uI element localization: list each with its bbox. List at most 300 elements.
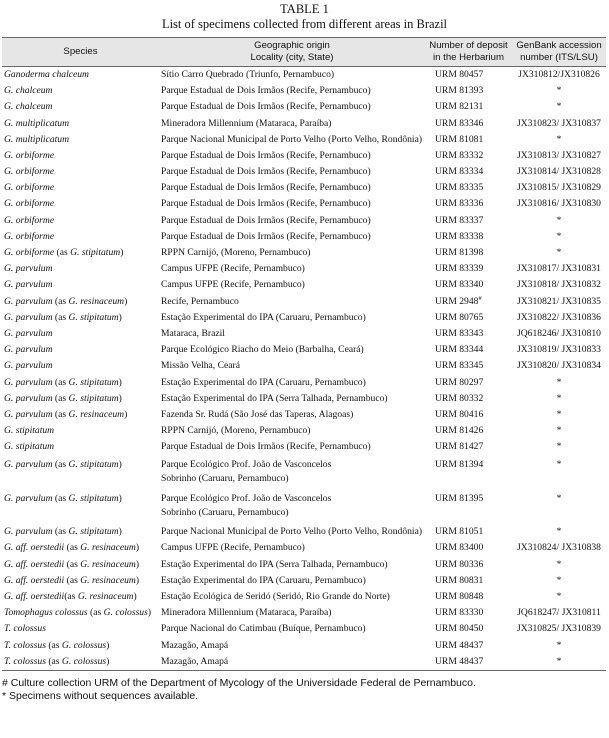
table-row xyxy=(2,540,606,556)
table-row xyxy=(2,490,606,524)
genbank-cell: * xyxy=(556,247,562,259)
species-name: G. multiplicatum xyxy=(4,117,70,129)
table-row xyxy=(2,67,606,84)
deposit-cell xyxy=(425,245,512,261)
deposit-cell xyxy=(425,326,512,342)
genbank-cell: * xyxy=(556,85,562,97)
deposit-cell xyxy=(425,213,512,229)
table-row xyxy=(2,229,606,245)
species-name: T. colossus xyxy=(4,623,46,635)
species-note: (as G. stipitatum) xyxy=(52,392,122,404)
header-deposit: Number of deposit in the Herbarium xyxy=(425,38,512,67)
synonym-name: G. colossus xyxy=(103,607,148,619)
genbank-cell: * xyxy=(556,376,562,388)
origin-text: Estação Experimental do IPA (Caruaru, Pernambuco) xyxy=(161,376,366,388)
origin-cell xyxy=(159,423,425,439)
genbank-cell: JX310820/ JX310834 xyxy=(517,360,601,372)
table-row xyxy=(2,310,606,326)
synonym-name: G. colossus xyxy=(61,639,107,651)
deposit-number: URM 80297 xyxy=(435,376,484,388)
genbank-cell: JX310817/ JX310831 xyxy=(517,263,601,275)
origin-text: Parque Ecológico Riacho do Meio (Barbalha, Ceará) xyxy=(161,344,364,356)
species-name: G. parvulum xyxy=(4,458,53,470)
species-name: G. parvulum xyxy=(4,344,53,356)
species-name: G. parvulum xyxy=(4,279,53,291)
deposit-number: URM 83343 xyxy=(435,327,484,339)
genbank-cell: JQ618247/ JX310811 xyxy=(517,607,601,619)
genbank-cell: * xyxy=(556,639,562,651)
species-cell xyxy=(2,180,159,196)
genbank-cell: JX310822/ JX310836 xyxy=(517,311,601,323)
species-cell xyxy=(2,261,159,277)
origin-cell xyxy=(159,589,425,605)
deposit-cell xyxy=(425,310,512,326)
species-cell xyxy=(2,540,159,556)
table-header xyxy=(2,38,606,67)
origin-cell xyxy=(159,605,425,621)
species-name: G. orbiforme xyxy=(4,149,55,161)
deposit-cell xyxy=(425,524,512,540)
table-row xyxy=(2,132,606,148)
deposit-number: URM 83336 xyxy=(435,198,484,210)
origin-cell xyxy=(159,197,425,213)
species-name: T. colossus xyxy=(4,655,46,667)
origin-text: RPPN Carnijó, (Moreno, Pernambuco) xyxy=(161,247,311,259)
table-row xyxy=(2,589,606,605)
table-caption: List of specimens collected from different areas in Brazil xyxy=(161,17,448,31)
origin-text: Mineradora Millennium (Mataraca, Paraíba) xyxy=(161,117,332,129)
synonym-name: G. resinaceum xyxy=(80,542,136,554)
table-row xyxy=(2,524,606,540)
origin-text: RPPN Carnijó, (Moreno, Pernambuco) xyxy=(161,425,311,437)
species-name: G. multiplicatum xyxy=(4,133,70,145)
deposit-number: URM 81395 xyxy=(435,492,484,504)
species-note: (as G. resinaceum) xyxy=(52,408,128,420)
genbank-cell: * xyxy=(556,558,562,570)
origin-text: Parque Estadual de Dois Irmãos (Recife, Pernambuco) xyxy=(161,149,371,161)
origin-cell xyxy=(159,524,425,540)
species-name: G. parvulum xyxy=(4,392,53,404)
species-name: T. colossus xyxy=(4,639,46,651)
species-cell xyxy=(2,524,159,540)
origin-text: Parque Ecológico Prof. João de Vasconcelos xyxy=(161,492,332,504)
genbank-cell: JX310813/ JX310827 xyxy=(517,149,601,161)
deposit-number: URM 2948 xyxy=(435,295,479,307)
species-name: G. aff. oerstedii xyxy=(4,542,65,554)
origin-text: Parque Nacional do Catimbau (Buíque, Pernambuco) xyxy=(161,623,366,635)
synonym-name: G. stipitatum xyxy=(68,311,119,323)
species-name: G. stipitatum xyxy=(4,441,55,453)
genbank-cell: * xyxy=(556,574,562,586)
table-row xyxy=(2,375,606,391)
species-cell xyxy=(2,439,159,455)
table-body xyxy=(2,67,606,671)
species-name: G. orbiforme xyxy=(4,214,55,226)
footnotes xyxy=(2,677,609,704)
species-name: G. orbiforme xyxy=(4,247,55,259)
origin-text: Estação Experimental do IPA (Serra Talhada, Pernambuco) xyxy=(161,392,388,404)
deposit-number: URM 83400 xyxy=(435,542,484,554)
genbank-cell: JQ618246/ JX310810 xyxy=(517,327,601,339)
origin-cell xyxy=(159,342,425,358)
species-name: G. parvulum xyxy=(4,311,53,323)
table-row xyxy=(2,116,606,132)
species-name: G. chalceum xyxy=(4,85,53,97)
species-note: (as G. resinaceum) xyxy=(64,574,140,586)
species-cell xyxy=(2,557,159,573)
deposit-cell xyxy=(425,490,512,524)
deposit-number: URM 83332 xyxy=(435,149,484,161)
genbank-cell: JX310812/JX310826 xyxy=(518,68,600,80)
origin-cell xyxy=(159,180,425,196)
deposit-cell xyxy=(425,589,512,605)
table-row xyxy=(2,180,606,196)
species-note: (as G. colossus) xyxy=(87,607,152,619)
deposit-cell xyxy=(425,605,512,621)
synonym-name: G. resinaceum xyxy=(68,295,125,307)
synonym-name: G. stipitatum xyxy=(68,458,119,470)
species-cell xyxy=(2,573,159,589)
species-note: (as G. resinaceum) xyxy=(64,542,140,554)
genbank-cell: * xyxy=(556,458,562,470)
species-cell xyxy=(2,164,159,180)
species-cell xyxy=(2,197,159,213)
species-name: G. aff. oerstedii xyxy=(4,591,65,603)
table-row xyxy=(2,342,606,358)
origin-text: Missão Velha, Ceará xyxy=(161,360,240,372)
deposit-cell xyxy=(425,375,512,391)
origin-text: Parque Estadual de Dois Irmãos (Recife, Pernambuco) xyxy=(161,214,371,226)
table-row xyxy=(2,83,606,99)
species-cell xyxy=(2,67,159,84)
species-cell xyxy=(2,132,159,148)
species-cell xyxy=(2,423,159,439)
table-row xyxy=(2,358,606,374)
deposit-number: URM 80450 xyxy=(435,623,484,635)
species-name: G. stipitatum xyxy=(4,425,55,437)
synonym-name: G. stipitatum xyxy=(68,392,119,404)
deposit-cell xyxy=(425,621,512,637)
genbank-cell: * xyxy=(556,441,562,453)
deposit-cell xyxy=(425,439,512,455)
species-note: (as G. stipitatum) xyxy=(52,376,122,388)
species-name: Ganoderma chalceum xyxy=(4,68,89,80)
deposit-number: URM 82131 xyxy=(435,101,484,113)
synonym-name: G. colossus xyxy=(61,655,107,667)
genbank-cell: JX310815/ JX310829 xyxy=(517,182,601,194)
origin-text: Parque Nacional Municipal de Porto Velho (Porto Velho, Rondônia) xyxy=(161,526,423,538)
species-name: G. orbiforme xyxy=(4,182,55,194)
footnote-no-sequences: * Specimens without sequences available. xyxy=(2,690,199,703)
origin-cell xyxy=(159,261,425,277)
deposit-cell xyxy=(425,557,512,573)
table-row xyxy=(2,391,606,407)
deposit-cell xyxy=(425,83,512,99)
table-row xyxy=(2,294,606,310)
species-name: G. parvulum xyxy=(4,327,53,339)
species-note: (as G. stipitatum) xyxy=(52,526,122,538)
species-cell xyxy=(2,229,159,245)
origin-text: Campus UFPE (Recife, Pernambuco) xyxy=(161,279,305,291)
species-cell xyxy=(2,294,159,310)
origin-cell xyxy=(159,439,425,455)
deposit-cell xyxy=(425,164,512,180)
table-row xyxy=(2,456,606,490)
deposit-number: URM 80831 xyxy=(435,574,484,586)
species-note: (as G. resinaceum) xyxy=(64,558,140,570)
table-row xyxy=(2,326,606,342)
synonym-name: G. resinaceum xyxy=(77,591,134,603)
origin-text: Estação Experimental do IPA (Serra Talhada, Pernambuco) xyxy=(161,558,388,570)
deposit-number: URM 83339 xyxy=(435,263,484,275)
deposit-number: URM 48437 xyxy=(435,655,484,667)
origin-text: Parque Nacional Municipal de Porto Velho (Porto Velho, Rondônia) xyxy=(161,133,423,145)
origin-cell xyxy=(159,358,425,374)
deposit-cell xyxy=(425,180,512,196)
species-cell xyxy=(2,245,159,261)
origin-text: Parque Estadual de Dois Irmãos (Recife, Pernambuco) xyxy=(161,182,371,194)
origin-text-line2: Sobrinho (Caruaru, Pernambuco) xyxy=(161,506,289,518)
genbank-cell: JX310825/ JX310839 xyxy=(517,623,601,635)
table-row xyxy=(2,439,606,455)
origin-text: Estação Experimental do IPA (Caruaru, Pernambuco) xyxy=(161,574,366,586)
table-row xyxy=(2,605,606,621)
origin-text: Sítio Carro Quebrado (Triunfo, Pernambuco) xyxy=(161,68,335,80)
species-cell xyxy=(2,621,159,637)
genbank-cell: * xyxy=(556,392,562,404)
deposit-cell xyxy=(425,407,512,423)
genbank-cell: * xyxy=(556,492,562,504)
deposit-cell xyxy=(425,99,512,115)
deposit-cell xyxy=(425,638,512,654)
origin-text-line2: Sobrinho (Caruaru, Pernambuco) xyxy=(161,472,289,484)
synonym-name: G. resinaceum xyxy=(80,558,136,570)
origin-text: Campus UFPE (Recife, Pernambuco) xyxy=(161,542,305,554)
table-row xyxy=(2,423,606,439)
origin-text: Campus UFPE (Recife, Pernambuco) xyxy=(161,263,305,275)
species-note: (as G. colossus) xyxy=(45,655,110,667)
deposit-number: URM 81398 xyxy=(435,247,484,259)
origin-cell xyxy=(159,638,425,654)
genbank-cell: JX310823/ JX310837 xyxy=(517,117,601,129)
deposit-cell xyxy=(425,456,512,490)
origin-cell xyxy=(159,621,425,637)
origin-cell xyxy=(159,540,425,556)
origin-cell xyxy=(159,407,425,423)
deposit-number: URM 83334 xyxy=(435,166,484,178)
genbank-cell: JX310824/ JX310838 xyxy=(517,542,601,554)
species-cell xyxy=(2,456,159,490)
deposit-number: URM 81394 xyxy=(435,458,484,470)
deposit-cell xyxy=(425,358,512,374)
deposit-number: URM 81051 xyxy=(435,526,484,538)
species-cell xyxy=(2,342,159,358)
species-cell xyxy=(2,277,159,293)
species-note: (as G. stipitatum) xyxy=(52,492,122,504)
origin-cell xyxy=(159,99,425,115)
genbank-cell: * xyxy=(556,230,562,242)
deposit-number: URM 83335 xyxy=(435,182,484,194)
species-name: G. aff. oerstedii xyxy=(4,574,65,586)
table-row xyxy=(2,573,606,589)
deposit-number: URM 80336 xyxy=(435,558,484,570)
deposit-cell xyxy=(425,132,512,148)
species-cell xyxy=(2,391,159,407)
deposit-cell xyxy=(425,277,512,293)
species-name: G. orbiforme xyxy=(4,198,55,210)
deposit-number: URM 83346 xyxy=(435,117,484,129)
origin-cell xyxy=(159,245,425,261)
species-cell xyxy=(2,358,159,374)
origin-cell xyxy=(159,277,425,293)
genbank-cell: JX310814/ JX310828 xyxy=(517,166,601,178)
species-cell xyxy=(2,490,159,524)
origin-cell xyxy=(159,310,425,326)
genbank-cell: * xyxy=(512,654,606,671)
header-species: Species xyxy=(2,38,159,67)
species-note: (as G. stipitatum) xyxy=(52,311,122,323)
species-cell xyxy=(2,589,159,605)
genbank-cell: JX310819/ JX310833 xyxy=(517,344,601,356)
deposit-number: URM 48437 xyxy=(435,639,484,651)
table-row xyxy=(2,213,606,229)
deposit-number: URM 80332 xyxy=(435,392,484,404)
origin-cell xyxy=(159,490,425,524)
origin-text: Recife, Pernambuco xyxy=(161,295,239,307)
species-name: G. parvulum xyxy=(4,263,53,275)
origin-text: Mineradora Millennium (Mataraca, Paraíba) xyxy=(161,607,332,619)
header-genbank: GenBank accession number (ITS/LSU) xyxy=(512,38,606,67)
origin-cell xyxy=(159,326,425,342)
deposit-number: URM 83338 xyxy=(435,230,484,242)
table-row xyxy=(2,197,606,213)
specimens-table xyxy=(2,37,606,671)
origin-text: Estação Ecológica de Seridó (Seridó, Rio Grande do Norte) xyxy=(161,591,390,603)
deposit-cell xyxy=(425,342,512,358)
table-label: TABLE 1 xyxy=(280,2,329,16)
species-cell xyxy=(2,654,159,671)
genbank-cell: * xyxy=(556,408,562,420)
genbank-cell: * xyxy=(556,425,562,437)
deposit-cell xyxy=(425,197,512,213)
species-cell xyxy=(2,326,159,342)
synonym-name: G. resinaceum xyxy=(80,574,136,586)
origin-cell xyxy=(159,213,425,229)
genbank-cell: * xyxy=(556,214,562,226)
deposit-number: URM 81081 xyxy=(435,133,484,145)
origin-text: Parque Estadual de Dois Irmãos (Recife, Pernambuco) xyxy=(161,85,371,97)
header-origin: Geographic origin Locality (city, State) xyxy=(159,38,425,67)
deposit-number: URM 83345 xyxy=(435,360,484,372)
deposit-number: URM 83340 xyxy=(435,279,484,291)
synonym-name: G. stipitatum xyxy=(68,376,119,388)
deposit-cell xyxy=(425,116,512,132)
species-name: G. chalceum xyxy=(4,101,53,113)
synonym-name: G. stipitatum xyxy=(70,247,121,259)
species-note: (as G. stipitatum) xyxy=(52,458,122,470)
deposit-number: URM 81393 xyxy=(435,85,484,97)
table-row xyxy=(2,621,606,637)
genbank-cell: JX310816/ JX310830 xyxy=(517,198,601,210)
origin-text: Parque Ecológico Prof. João de Vasconcelos xyxy=(161,458,332,470)
origin-text: Parque Estadual de Dois Irmãos (Recife, Pernambuco) xyxy=(161,441,371,453)
deposit-number: URM 81427 xyxy=(435,441,484,453)
deposit-cell xyxy=(425,67,512,84)
origin-text: Mazagão, Amapá xyxy=(161,639,229,651)
deposit-cell xyxy=(425,573,512,589)
origin-text: Parque Estadual de Dois Irmãos (Recife, Pernambuco) xyxy=(161,230,371,242)
table-row xyxy=(2,277,606,293)
species-name: Tomophagus colossus xyxy=(4,607,88,619)
species-name: G. orbiforme xyxy=(4,230,55,242)
origin-cell xyxy=(159,294,425,310)
species-cell xyxy=(2,407,159,423)
origin-cell xyxy=(159,148,425,164)
origin-cell xyxy=(159,391,425,407)
origin-text: Mazagão, Amapá xyxy=(161,655,229,667)
origin-cell xyxy=(159,164,425,180)
table-row xyxy=(2,638,606,654)
species-name: G. parvulum xyxy=(4,492,53,504)
footnote-culture-collection: # Culture collection URM of the Department of Mycology of the Universidade Federal de Pernambuco. xyxy=(2,676,476,689)
species-cell xyxy=(2,83,159,99)
species-cell xyxy=(2,638,159,654)
origin-text: Estação Experimental do IPA (Caruaru, Pernambuco) xyxy=(161,311,366,323)
origin-cell xyxy=(159,375,425,391)
species-name: G. parvulum xyxy=(4,408,53,420)
deposit-number: URM 80848 xyxy=(435,591,484,603)
deposit-number: URM 83330 xyxy=(435,607,484,619)
deposit-cell xyxy=(425,423,512,439)
table-row xyxy=(2,164,606,180)
table-row xyxy=(2,99,606,115)
table-row xyxy=(2,654,606,671)
origin-cell xyxy=(159,654,425,671)
species-name: G. parvulum xyxy=(4,376,53,388)
species-name: G. parvulum xyxy=(4,295,53,307)
origin-cell xyxy=(159,116,425,132)
species-name: G. aff. oerstedii xyxy=(4,558,65,570)
origin-cell xyxy=(159,456,425,490)
origin-text: Fazenda Sr. Rudá (São José das Taperas, Alagoas) xyxy=(161,408,354,420)
species-name: G. parvulum xyxy=(4,360,53,372)
genbank-cell: * xyxy=(556,591,562,603)
species-cell xyxy=(2,213,159,229)
genbank-cell: JX310821/ JX310835 xyxy=(517,295,601,307)
synonym-name: G. stipitatum xyxy=(68,526,119,538)
deposit-footnote-mark: # xyxy=(478,294,482,302)
species-cell xyxy=(2,605,159,621)
origin-cell xyxy=(159,229,425,245)
deposit-number: URM 80765 xyxy=(435,311,484,323)
synonym-name: G. stipitatum xyxy=(68,492,119,504)
deposit-number: URM 80457 xyxy=(435,68,484,80)
deposit-number: URM 80416 xyxy=(435,408,484,420)
species-cell xyxy=(2,375,159,391)
origin-cell xyxy=(159,573,425,589)
deposit-number: URM 81426 xyxy=(435,425,484,437)
genbank-cell: JX310818/ JX310832 xyxy=(517,279,601,291)
deposit-number: URM 83344 xyxy=(435,344,484,356)
deposit-number: URM 83337 xyxy=(435,214,484,226)
table-row xyxy=(2,557,606,573)
table-row xyxy=(2,245,606,261)
origin-text: Parque Estadual de Dois Irmãos (Recife, Pernambuco) xyxy=(161,101,371,113)
species-note: (as G. stipitatum) xyxy=(54,247,124,259)
table-row xyxy=(2,261,606,277)
deposit-cell xyxy=(425,148,512,164)
origin-text: Parque Estadual de Dois Irmãos (Recife, Pernambuco) xyxy=(161,166,371,178)
